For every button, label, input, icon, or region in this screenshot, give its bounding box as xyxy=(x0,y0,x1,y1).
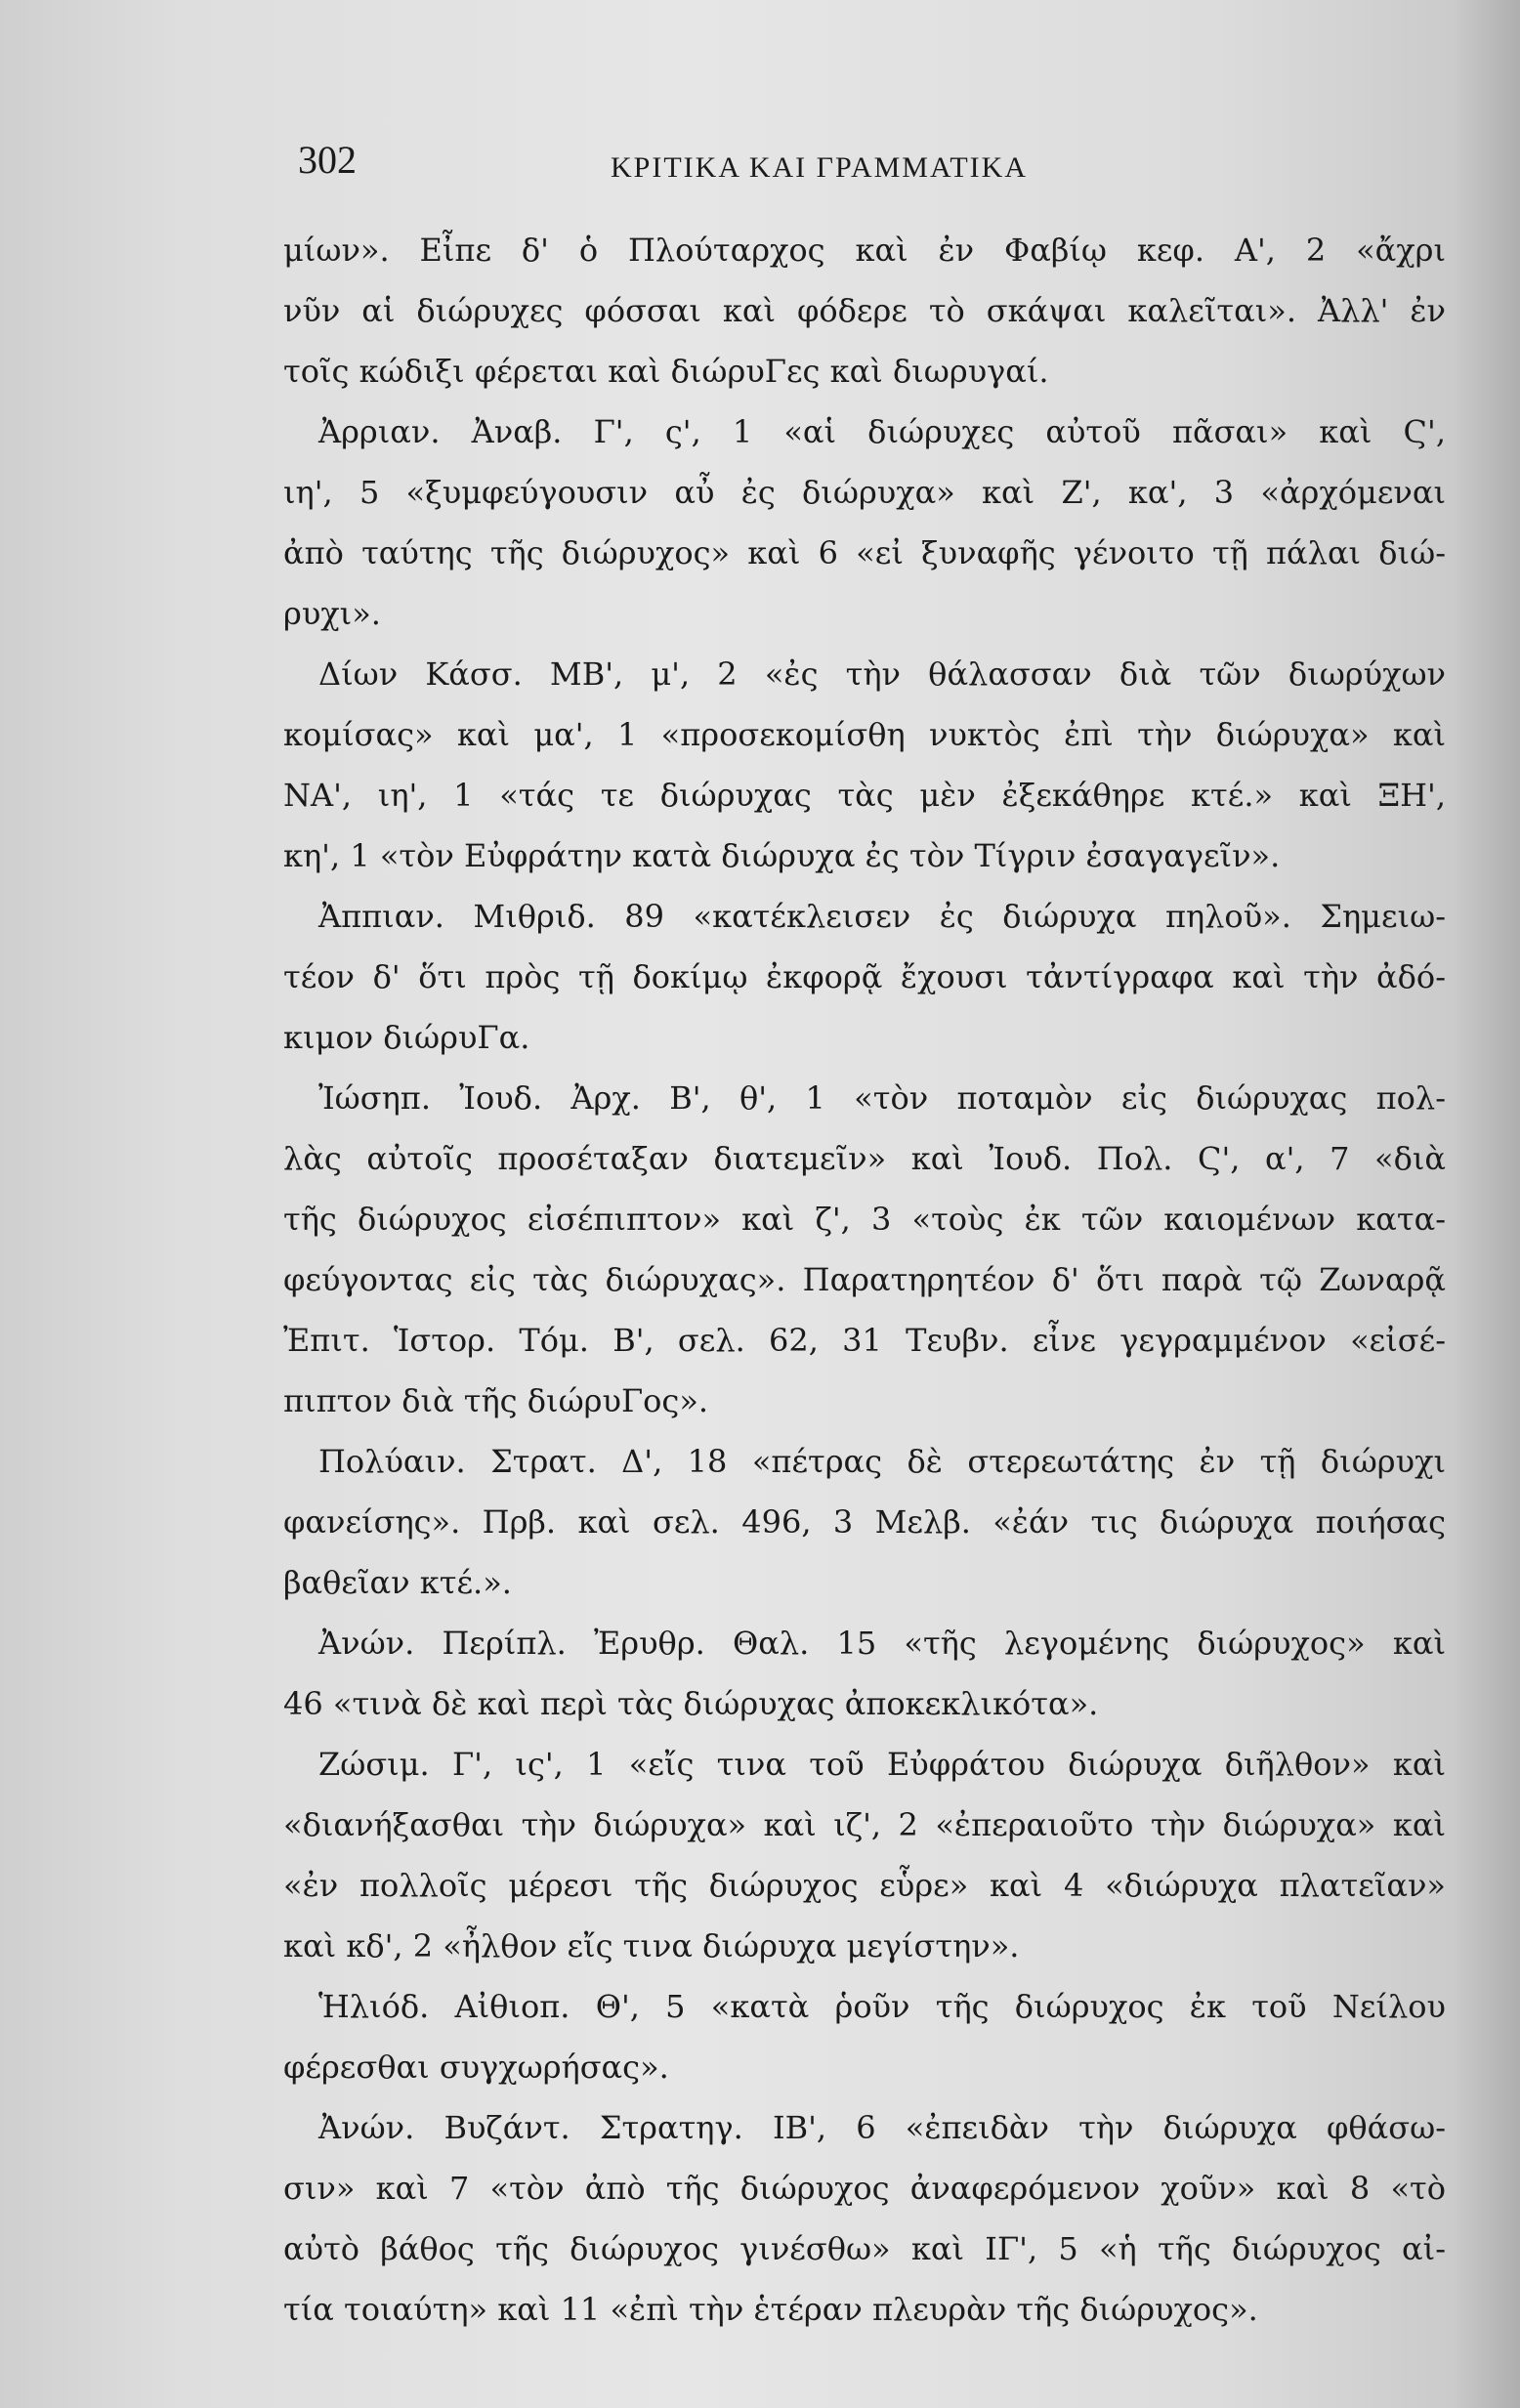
text-line: «ἐν πολλοῖς μέρεσι τῆς διώρυχος εὗρε» καὶ 4 «διώρυχα πλατεῖαν» xyxy=(283,1867,1446,1904)
text-line: αὐτὸ βάθος τῆς διώρυχος γινέσθω» καὶ ΙΓ', 5 «ἡ τῆς διώρυχος αἰ- xyxy=(283,2230,1446,2267)
text-line: ιη', 5 «ξυμφεύγουσιν αὖ ἐς διώρυχα» καὶ Ζ', κα', 3 «ἀρχόμεναι xyxy=(283,474,1446,511)
text-line: Ζώσιμ. Γ', ις', 1 «εἴς τινα τοῦ Εὐφράτου διώρυχα διῆλθον» καὶ xyxy=(318,1746,1446,1783)
running-title: ΚΡΙΤΙΚΑ ΚΑΙ ΓΡΑΜΜΑΤΙΚΑ xyxy=(611,151,1028,184)
text-line: τῆς διώρυχος εἰσέπιπτον» καὶ ζ', 3 «τοὺς ἐκ τῶν καιομένων κατα- xyxy=(283,1201,1446,1238)
text-line: φέρεσθαι συγχωρήσας». xyxy=(283,2049,669,2086)
page-edge-shadow xyxy=(1452,0,1520,2408)
text-line: σιν» καὶ 7 «τὸν ἀπὸ τῆς διώρυχος ἀναφερόμενον χοῦν» καὶ 8 «τὸ xyxy=(283,2170,1446,2207)
text-line: Ἀρριαν. Ἀναβ. Γ', ς', 1 «αἱ διώρυχες αὐτοῦ πᾶσαι» καὶ Ϛ', xyxy=(318,413,1446,450)
text-line: τία τοιαύτη» καὶ 11 «ἐπὶ τὴν ἑτέραν πλευρὰν τῆς διώρυχος». xyxy=(283,2291,1258,2328)
text-line: κιμον διώρυΓα. xyxy=(283,1019,530,1056)
text-line: τέον δ' ὅτι πρὸς τῇ δοκίμῳ ἐκφορᾷ ἔχουσι τἀντίγραφα καὶ τὴν ἀδό- xyxy=(283,958,1446,995)
text-line: Ἡλιόδ. Αἰθιοπ. Θ', 5 «κατὰ ῥοῦν τῆς διώρυχος ἐκ τοῦ Νείλου xyxy=(318,1988,1446,2025)
text-line: Πολύαιν. Στρατ. Δ', 18 «πέτρας δὲ στερεωτάτης ἐν τῇ διώρυχι xyxy=(318,1443,1446,1480)
page-number: 302 xyxy=(298,138,357,182)
text-line: Δίων Κάσσ. ΜΒ', μ', 2 «ἐς τὴν θάλασσαν διὰ τῶν διωρύχων xyxy=(318,655,1446,693)
text-line: φεύγοντας εἰς τὰς διώρυχας». Παρατηρητέον δ' ὅτι παρὰ τῷ Ζωναρᾷ xyxy=(283,1261,1446,1298)
text-line: λὰς αὐτοῖς προσέταξαν διατεμεῖν» καὶ Ἰουδ. Πολ. Ϛ', α', 7 «διὰ xyxy=(283,1140,1446,1177)
text-line: κη', 1 «τὸν Εὐφράτην κατὰ διώρυχα ἐς τὸν Τίγριν ἐσαγαγεῖν». xyxy=(283,837,1281,874)
text-line: Ἀνών. Περίπλ. Ἐρυθρ. Θαλ. 15 «τῆς λεγομένης διώρυχος» καὶ xyxy=(318,1625,1446,1662)
text-line: βαθεῖαν κτέ.». xyxy=(283,1564,512,1601)
text-line: ΝΑ', ιη', 1 «τάς τε διώρυχας τὰς μὲν ἐξεκάθηρε κτέ.» καὶ ΞΗ', xyxy=(283,777,1446,814)
text-line: 46 «τινὰ δὲ καὶ περὶ τὰς διώρυχας ἀποκεκλικότα». xyxy=(283,1685,1099,1722)
text-line: ρυχι». xyxy=(283,595,381,632)
text-line: ἀπὸ ταύτης τῆς διώρυχος» καὶ 6 «εἰ ξυναφῆς γένοιτο τῇ πάλαι διώ- xyxy=(283,534,1446,571)
text-line: Ἐπιτ. Ἱστορ. Τόμ. Β', σελ. 62, 31 Τευβν. εἶνε γεγραμμένον «εἰσέ- xyxy=(283,1322,1446,1359)
body-text xyxy=(283,220,1446,2340)
text-line: «διανήξασθαι τὴν διώρυχα» καὶ ιζ', 2 «ἐπεραιοῦτο τὴν διώρυχα» καὶ xyxy=(283,1806,1446,1843)
text-line: Ἀππιαν. Μιθριδ. 89 «κατέκλεισεν ἐς διώρυχα πηλοῦ». Σημειω- xyxy=(318,898,1446,935)
text-line: Ἀνών. Βυζάντ. Στρατηγ. ΙΒ', 6 «ἐπειδὰν τὴν διώρυχα φθάσω- xyxy=(318,2109,1446,2146)
text-line: κομίσας» καὶ μα', 1 «προσεκομίσθη νυκτὸς ἐπὶ τὴν διώρυχα» καὶ xyxy=(283,716,1446,753)
text-line: τοῖς κώδιξι φέρεται καὶ διώρυΓες καὶ διωρυγαί. xyxy=(283,353,1049,390)
text-line: πιπτον διὰ τῆς διώρυΓος». xyxy=(283,1382,709,1419)
text-line: νῦν αἱ διώρυχες φόσσαι καὶ φόδερε τὸ σκάψαι καλεῖται». Ἀλλ' ἐν xyxy=(283,292,1446,329)
text-line: μίων». Εἶπε δ' ὁ Πλούταρχος καὶ ἐν Φαβίῳ κεφ. Α', 2 «ἄχρι xyxy=(283,232,1446,269)
text-line: Ἰώσηπ. Ἰουδ. Ἀρχ. Β', θ', 1 «τὸν ποταμὸν εἰς διώρυχας πολ- xyxy=(318,1079,1446,1117)
text-line: καὶ κδ', 2 «ἦλθον εἴς τινα διώρυχα μεγίστην». xyxy=(283,1927,1020,1964)
text-line: φανείσης». Πρβ. καὶ σελ. 496, 3 Μελβ. «ἐάν τις διώρυχα ποιήσας xyxy=(283,1503,1446,1541)
